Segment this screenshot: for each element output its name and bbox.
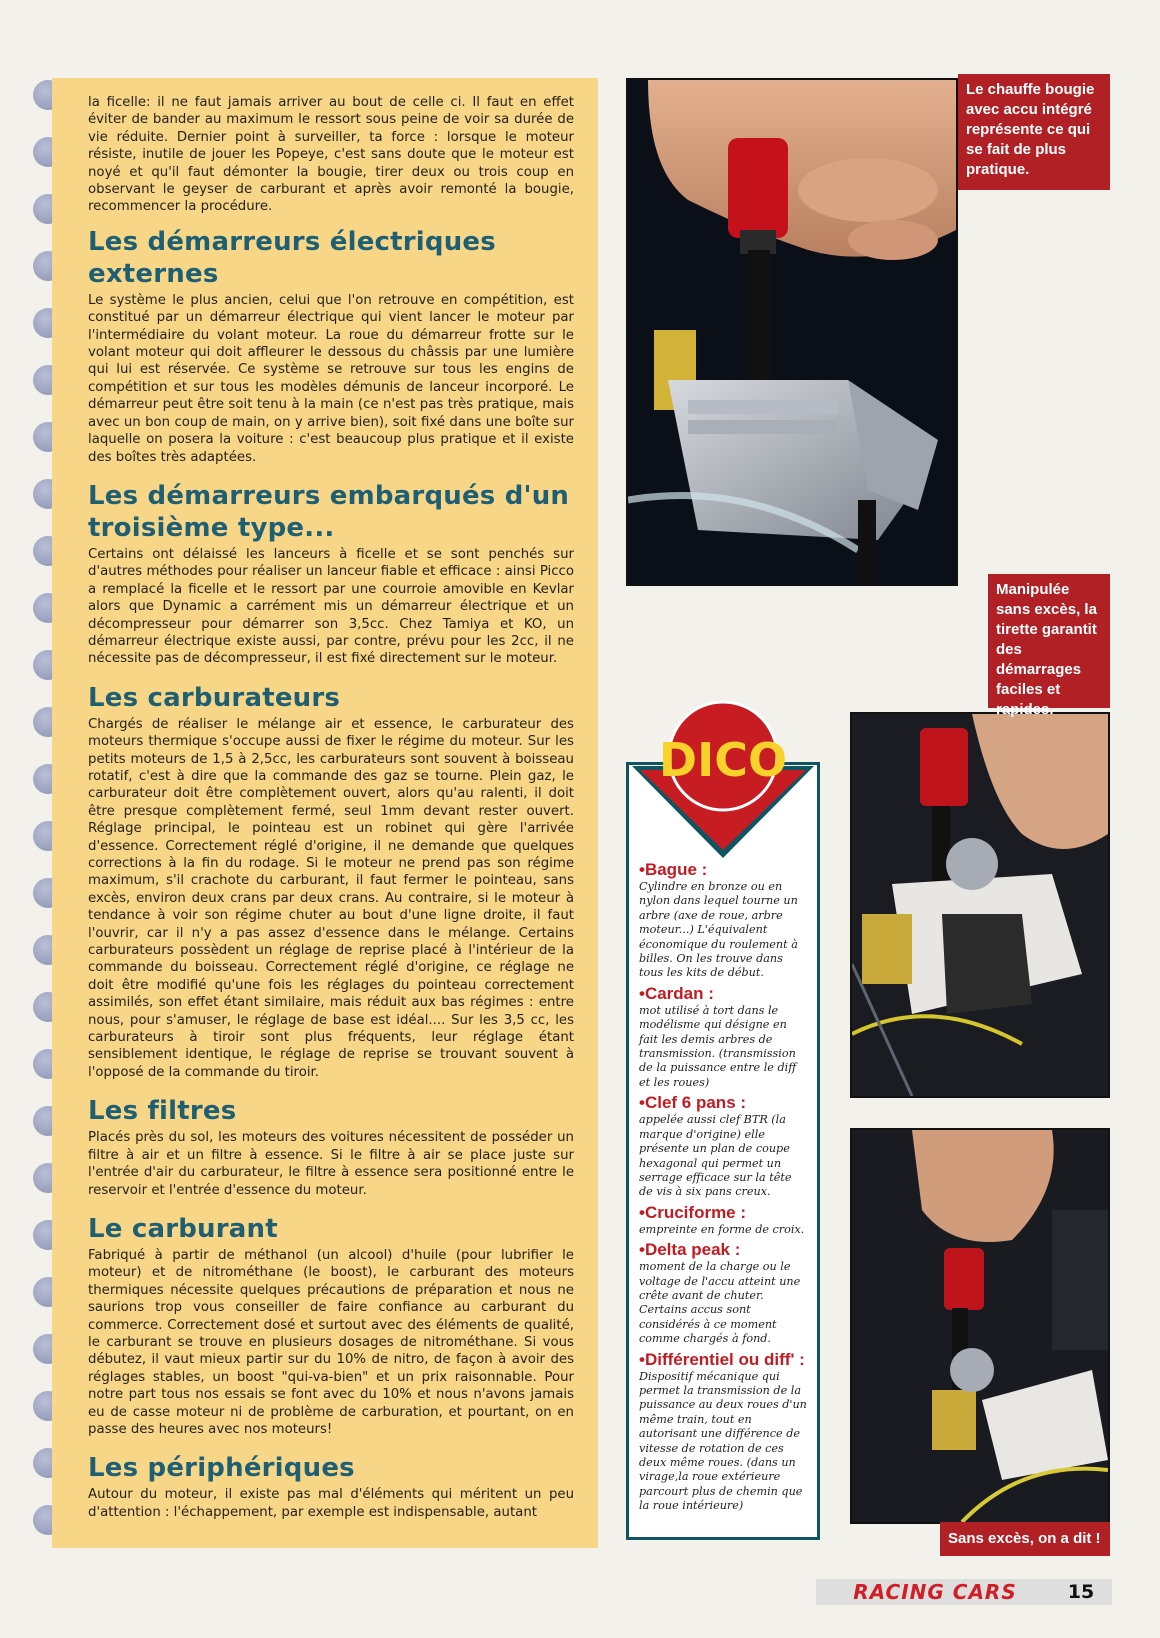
caption-bottom: Sans excès, on a dit ! <box>940 1522 1110 1556</box>
dico-entry <box>639 984 807 1090</box>
section-title: Les périphériques <box>88 1453 355 1484</box>
dico-term: •Bague : <box>639 860 708 879</box>
photo-glow-heater <box>626 78 958 586</box>
dico-entry <box>639 1350 807 1514</box>
section-body: Le système le plus ancien, celui que l'on retrouve en compétition, est constitué par un démarreur électrique qui vient lancer le moteur par l'intermédiaire du volant moteur. La roue du démarreur frotte sur le volant moteur qui doit affleurer le dessous du châssis par une lumière qui lui est réservée. Ce système se retrouve sur tous les engins de compétition et sur tous les modèles démunis de lanceur incorporé. Le démarreur peut être soit tenu à la main (ce n'est pas très pratique, mais avec un bon coup de main, on y arrive bien), soit fixé dans une boîte sur laquelle on posera la voiture : c'est beaucoup plus pratique et il existe des boîtes très adaptées. <box>88 292 574 465</box>
section-title: Les démarreurs embarqués d'un troisième type... <box>88 480 570 543</box>
dico-term: •Clef 6 pans : <box>639 1093 747 1113</box>
section-title: Les filtres <box>88 1096 237 1127</box>
dico-term: •Cruciforme : <box>639 1202 747 1222</box>
section-body: Certains ont délaissé les lanceurs à ficelle et se sont penchés sur d'autres méthodes pour réaliser un lanceur fiable et efficace : ainsi Picco a remplacé la ficelle et le ressort par une courroie amovible en Kevlar alors que Dynamic a carrément mis un démarreur électrique et un décompresseur pour démarrer son 3,5cc. Chez Tamiya et KO, un démarreur électrique existe aussi, par contre, prévu pour les 2cc, il ne nécessite pas de décompresseur, il est fixé directement sur le moteur. <box>88 546 574 667</box>
dico-entry <box>639 860 807 981</box>
dico-entry <box>639 1240 807 1346</box>
dico-definition: empreinte en forme de croix. <box>639 1222 805 1236</box>
dico-definition: Cylindre en bronze ou en nylon dans lequel tourne un arbre (axe de roue, arbre moteur...) L'équivalent économique du roulement à billes. On les trouve dans tous les kits de début. <box>639 880 798 980</box>
intro-paragraph: la ficelle: il ne faut jamais arriver au bout de celle ci. Il faut en effet éviter de bander au maximum le ressort sous peine de voir sa durée de vie réduite. Dernier point à surveiller, ta force : lorsque le moteur résiste, inutile de jouer les Popeye, c'est sans doute que le moteur est noyé et qu'il faut démonter la bougie, tirer deux ou trois coup en observant le geyser de carburant et après avoir remonté la bougie, recommencer la procédure. <box>88 95 574 215</box>
section-title: Les carburateurs <box>88 682 341 713</box>
dico-title: DICO <box>658 733 788 787</box>
dico-definition: mot utilisé à tort dans le modélisme qui désigne en fait les demis arbres de transmission. (transmission de la puissance entre le diff et les roues) <box>639 1003 797 1089</box>
section-body: Chargés de réaliser le mélange air et essence, le carburateur des moteurs thermique s'occupe aussi de fixer le régime du moteur. Sur les petits moteurs de 1,5 à 2,5cc, les carburateurs sont souvent à boisseau rotatif, c'est à dire que la commande des gaz se tourne. Plein gaz, le carburateur doit être complètement ouvert, alors qu'au ralenti, il doit être presque complètement fermé, seul 1mm devant rester ouvert. Réglage principal, le pointeau est un robinet qui gère l'arrivée d'essence. Correctement réglé d'origine, il ne demande que quelques corrections à la fin du rodage. Si le moteur ne prend pas son régime maximum, s'il crachote du carburant, il faut fermer le pointeau, sans excès, environ deux crans par deux crans. Au contraire, si le moteur à tendance à voir son régime chuter au bout d'une ligne droite, il faut l'ouvrir, car il n'y a pas assez d'essence dans le mélange. Certains carburateurs possèdent un réglage de reprise placé à l'intérieur de la commande du boisseau. Correctement réglé d'origine, ce réglage ne doit être modifié qu'une fois les réglages du pointeau correctement assimilés, son effet étant similaire, mais réduit aux bas régimes : entre nous, pour s'amuser, le réglage de base est idéal.... Sur les 3,5 cc, les carburateurs à tiroir sont plus fréquents, leur réglage étant sensiblement identique, le réglage de reprise se trouvant souvent à l'opposé de la commande du tiroir. <box>88 716 574 1080</box>
section-body: Autour du moteur, il existe pas mal d'éléments qui méritent un peu d'attention : l'échappement, par exemple est indispensable, autant <box>88 1487 574 1520</box>
section-title: Les démarreurs électriques externes <box>88 226 496 289</box>
dico-entry <box>639 1093 807 1199</box>
photo-pull-start <box>850 712 1110 1098</box>
section-body: Fabriqué à partir de méthanol (un alcool) d'huile (pour lubrifier le moteur) et de nitrométhane (le boost), le carburant des moteurs thermiques nécessite quelques précautions de préparation et nous ne saurions trop vous conseiller de faire confiance au carburant du commerce. Correctement dosé et surtout avec des éléments de qualité, le carburant se trouve en plusieurs dosages de nitrométhane. Si vous débutez, il vaut mieux partir sur du 10% de nitro, de façon à avoir des réglages stables, un boost "qui-va-bien" et un prix raisonnable. Pour notre part tous nos essais se font avec du 10% et nous n'avons jamais eu de casse moteur ni de problème de carburation, et pourtant, on en passe des heures avec nos moteurs! <box>88 1247 574 1437</box>
article-column <box>52 78 598 1548</box>
section-body: Placés près du sol, les moteurs des voitures nécessitent de posséder un filtre à air et un filtre à essence. Si le filtre à air se place juste sur l'entrée d'air du carburateur, le filtre à essence sera positionné entre le reservoir et l'entrée d'essence du moteur. <box>88 1130 574 1198</box>
dico-definition: Dispositif mécanique qui permet la transmission de la puissance au deux roues d'un même train, tout en autorisant une différence de vitesse de rotation de ces deux même roues. (dans un virage,la roue extérieure parcourt plus de chemin que la roue intérieure) <box>639 1369 807 1513</box>
magazine-brand: RACING CARS <box>853 1580 1017 1604</box>
dico-term: •Delta peak : <box>639 1240 741 1260</box>
photo-engine-hand-art <box>852 1130 1108 1522</box>
dico-term: •Cardan : <box>639 983 714 1003</box>
photo-glow-heater-art <box>628 80 956 584</box>
dico-badge <box>630 694 816 860</box>
page-number: 15 <box>1067 1581 1095 1603</box>
photo-engine-hand <box>850 1128 1110 1524</box>
dico-definition: moment de la charge ou le voltage de l'accu atteint une crête avant de chuter. Certains accus sont considérés à ce moment comme chargés à fond. <box>639 1260 801 1346</box>
photo-pull-start-art <box>852 714 1108 1096</box>
section-title: Le carburant <box>88 1213 278 1244</box>
caption-middle: Manipulée sans excès, la tirette garantit des démarrages faciles et rapides. <box>988 574 1110 708</box>
dico-glossary <box>626 762 820 1540</box>
dico-definition: appelée aussi clef BTR (la marque d'origine) elle présente un plan de coupe hexagonal qui permet un serrage efficace sur la tête de vis à six pans creux. <box>639 1113 792 1199</box>
dico-entry <box>639 1203 807 1237</box>
caption-top: Le chauffe bougie avec accu intégré représente ce qui se fait de plus pratique. <box>958 74 1110 190</box>
dico-term: •Différentiel ou diff' : <box>639 1349 805 1369</box>
